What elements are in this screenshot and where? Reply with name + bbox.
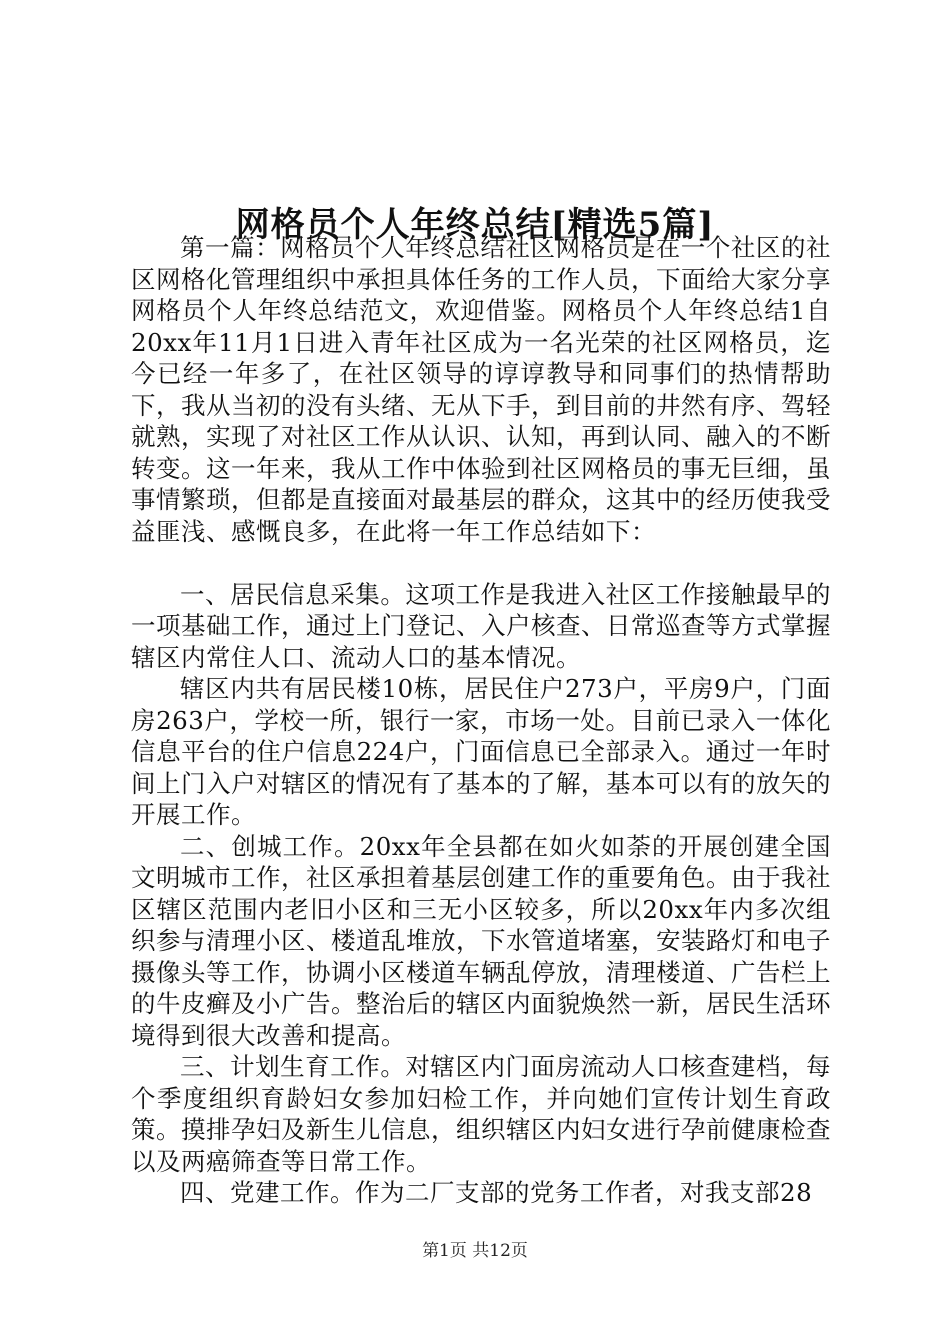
paragraph-intro: 第一篇：网格员个人年终总结社区网格员是在一个社区的社区网格化管理组织中承担具体任务的工作人员，下面给大家分享网格员个人年终总结范文，欢迎借鉴。网格员个人年终总结1自20xx年11月1日进入青年社区成为一名光荣的社区网格员，迄今已经一年多了，在社区领导的谆谆教导和同事们的热情帮助下，我从当初的没有头绪、无从下手，到目前的井然有序、驾轻就熟，实现了对社区工作从认识、认知，再到认同、融入的不断转变。这一年来，我从工作中体验到社区网格员的事无巨细，虽事情繁琐，但都是直接面对最基层的群众，这其中的经历使我受益匪浅、感慨良多，在此将一年工作总结如下： [131,233,831,546]
document-title: 网格员个人年终总结[精选5篇] [235,204,715,245]
paragraph-district-stats: 辖区内共有居民楼10栋，居民住户273户，平房9户，门面房263户，学校一所，银行一家，市场一处。目前已录入一体化信息平台的住户信息224户，门面信息已全部录入。通过一年时间上门入户对辖区的情况有了基本的了解，基本可以有的放矢的开展工作。 [131,674,831,829]
paragraph-resident-info: 一、居民信息采集。这项工作是我进入社区工作接触最早的一项基础工作，通过上门登记、入户核查、日常巡查等方式掌握辖区内常住人口、流动人口的基本情况。 [131,579,831,672]
document-body [131,232,831,1209]
paragraph-party-building: 四、党建工作。作为二厂支部的党务工作者，对我支部28 [180,1178,813,1207]
paragraph-spacer [131,547,831,579]
page-number-footer: 第1页 共12页 [422,1241,528,1261]
paragraph-family-planning: 三、计划生育工作。对辖区内门面房流动人口核查建档，每个季度组织育龄妇女参加妇检工作，并向她们宣传计划生育政策。摸排孕妇及新生儿信息，组织辖区内妇女进行孕前健康检查以及两癌筛查等日常工作。 [131,1052,831,1176]
paragraph-civilized-city: 二、创城工作。20xx年全县都在如火如荼的开展创建全国文明城市工作，社区承担着基层创建工作的重要角色。由于我社区辖区范围内老旧小区和三无小区较多，所以20xx年内多次组织参与清理小区、楼道乱堆放，下水管道堵塞，安装路灯和电子摄像头等工作，协调小区楼道车辆乱停放，清理楼道、广告栏上的牛皮癣及小广告。整治后的辖区内面貌焕然一新，居民生活环境得到很大改善和提高。 [131,831,831,1050]
